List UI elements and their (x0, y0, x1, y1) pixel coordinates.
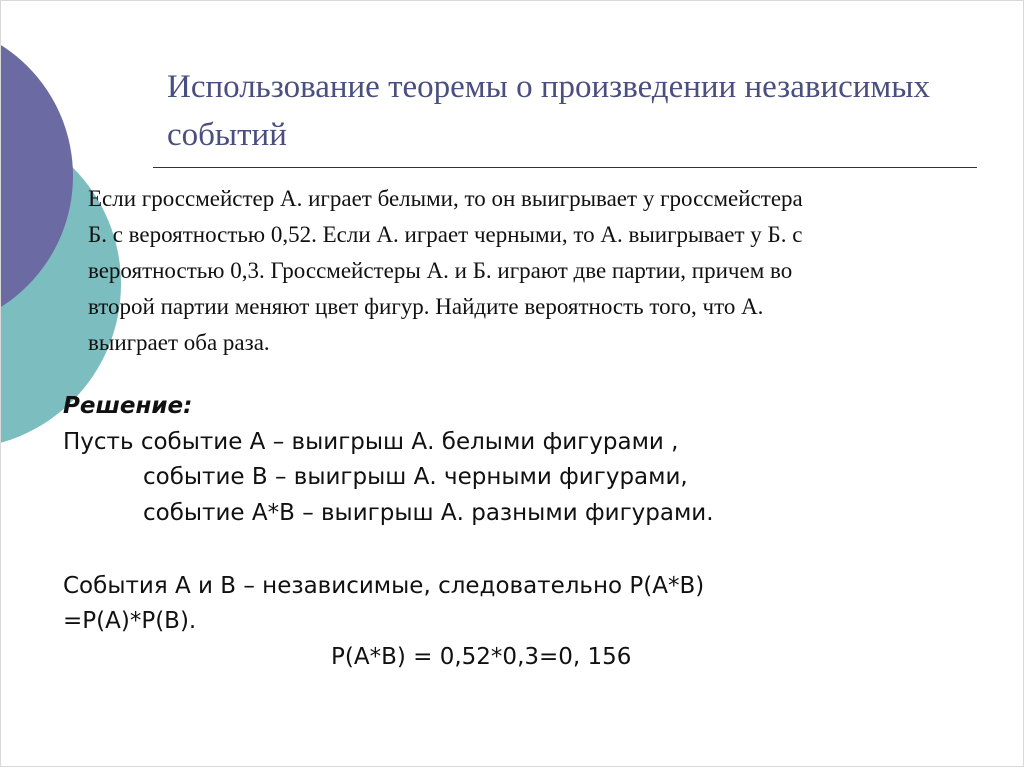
solution-line-event-a: Пусть событие А – выигрыш А. белыми фигурами , (63, 429, 679, 455)
solution-result: Р(А*В) = 0,52*0,3=0, 156 (331, 644, 632, 670)
problem-line: вероятностью 0,3. Гроссмейстеры А. и Б. играют две партии, причем во (88, 258, 793, 283)
solution-line-formula: =Р(А)*Р(В). (63, 608, 197, 634)
title-divider (153, 167, 977, 168)
solution-heading: Решение: (63, 393, 193, 419)
solution-line-event-b: событие В – выигрыш А. черными фигурами, (143, 464, 688, 490)
slide-title: Использование теоремы о произведении независимых событий (167, 69, 930, 153)
solution-line-independence: События А и В – независимые, следовательно Р(А*В) (63, 573, 705, 599)
problem-line: Если гроссмейстер А. играет белыми, то он выигрывает у гроссмейстера (88, 186, 803, 211)
problem-line: Б. с вероятностью 0,52. Если А. играет черными, то А. выигрывает у Б. с (88, 222, 803, 247)
problem-statement (88, 181, 988, 361)
solution-line-event-ab: событие А*В – выигрыш А. разными фигурами. (143, 500, 714, 526)
problem-line: выиграет оба раза. (88, 330, 270, 355)
problem-line: второй партии меняют цвет фигур. Найдите вероятность того, что А. (88, 294, 764, 319)
